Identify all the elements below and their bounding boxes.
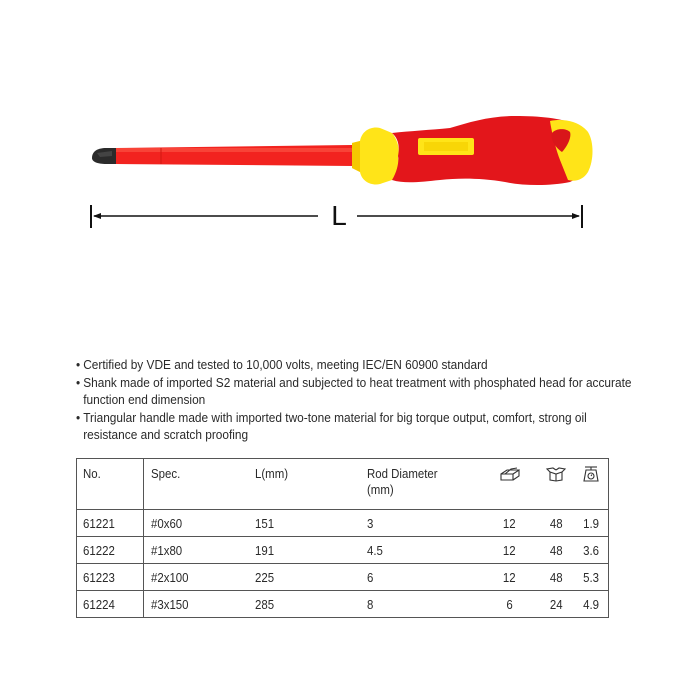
cell-no: 61223 <box>77 564 144 591</box>
cell-rod-diameter: 4.5 <box>367 537 487 564</box>
table-row <box>77 510 609 537</box>
cell-inner-box-qty: 6 <box>487 591 532 618</box>
header-inner-box <box>487 459 532 510</box>
table-row <box>77 537 609 564</box>
cell-length: 225 <box>255 564 367 591</box>
cell-weight: 3.6 <box>580 537 609 564</box>
cell-rod-diameter: 6 <box>367 564 487 591</box>
cell-weight: 4.9 <box>580 591 609 618</box>
feature-text: Shank made of imported S2 material and subjected to heat treatment with phosphated head for accurate function end dimension <box>83 374 632 407</box>
cell-no: 61222 <box>77 537 144 564</box>
header-rod-diameter: Rod Diameter (mm) <box>367 459 487 510</box>
weighing-scale-icon <box>580 466 602 482</box>
header-weight <box>580 459 609 510</box>
feature-text: Certified by VDE and tested to 10,000 volts, meeting IEC/EN 60900 standard <box>83 357 488 372</box>
cell-inner-box-qty: 12 <box>487 510 532 537</box>
feature-item <box>76 409 634 444</box>
cell-outer-carton-qty: 24 <box>532 591 580 618</box>
feature-item <box>76 356 634 374</box>
cell-no: 61224 <box>77 591 144 618</box>
header-no: No. <box>77 459 144 510</box>
table-header-row <box>77 459 609 510</box>
header-spec: Spec. <box>144 459 256 510</box>
bullet: • <box>76 357 81 372</box>
header-length: L(mm) <box>255 459 367 510</box>
feature-item <box>76 374 634 409</box>
cell-weight: 1.9 <box>580 510 609 537</box>
cell-outer-carton-qty: 48 <box>532 537 580 564</box>
specification-table <box>76 458 609 618</box>
outer-carton-icon <box>545 466 567 482</box>
cell-length: 151 <box>255 510 367 537</box>
cell-inner-box-qty: 12 <box>487 564 532 591</box>
inner-box-icon <box>499 466 521 482</box>
cell-spec: #0x60 <box>144 510 256 537</box>
cell-no: 61221 <box>77 510 144 537</box>
cell-weight: 5.3 <box>580 564 609 591</box>
cell-spec: #1x80 <box>144 537 256 564</box>
table-row <box>77 591 609 618</box>
cell-spec: #3x150 <box>144 591 256 618</box>
cell-rod-diameter: 3 <box>367 510 487 537</box>
bullet: • <box>76 374 81 390</box>
header-outer-carton <box>532 459 580 510</box>
length-dimension-label: L <box>331 200 347 231</box>
feature-text: Triangular handle made with imported two-tone material for big torque output, comfort, strong oil resistance and scratch proofing <box>83 409 587 442</box>
cell-outer-carton-qty: 48 <box>532 510 580 537</box>
product-figure <box>0 0 700 260</box>
bullet: • <box>76 409 81 425</box>
cell-inner-box-qty: 12 <box>487 537 532 564</box>
cell-outer-carton-qty: 48 <box>532 564 580 591</box>
feature-list <box>76 356 634 444</box>
table-row <box>77 564 609 591</box>
cell-length: 191 <box>255 537 367 564</box>
cell-length: 285 <box>255 591 367 618</box>
cell-spec: #2x100 <box>144 564 256 591</box>
cell-rod-diameter: 8 <box>367 591 487 618</box>
